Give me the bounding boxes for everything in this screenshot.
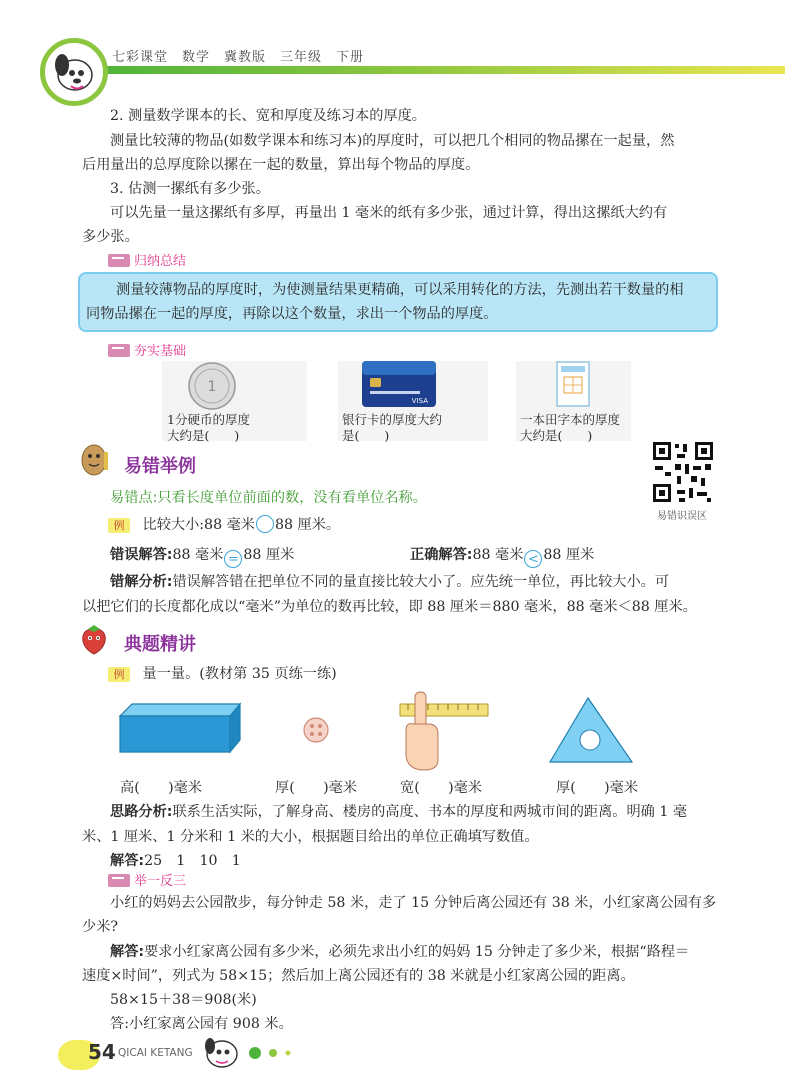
card-caption-line-1: 银行卡的厚度大约 — [342, 412, 443, 427]
extension-heading-text: 举一反三 — [134, 874, 187, 889]
wrong-answer-prefix: 88 毫米 — [172, 547, 224, 563]
idea-analysis-line-1 — [110, 800, 687, 825]
typical-example-text: 量一量。(教材第 35 页练一练) — [142, 666, 337, 682]
extension-question-line-2: 少米? — [82, 919, 118, 935]
summary-heading — [108, 250, 186, 269]
extension-answer-label: 解答: — [110, 944, 145, 960]
qr-code-icon[interactable] — [651, 440, 715, 504]
error-point-label: 易错点: — [110, 490, 158, 506]
wrong-answer-suffix: 88 厘米 — [243, 547, 295, 563]
right-answer-prefix: 88 毫米 — [472, 547, 524, 563]
set-square-label: 厚( )毫米 — [556, 780, 639, 796]
example-badge: 例 — [108, 667, 130, 682]
basics-heading — [108, 340, 186, 359]
compare-blank-circle — [256, 515, 274, 533]
idea-analysis-text-1: 联系生活实际，了解身高、楼房的高度、书本的厚度和两城市间的距离。明确 1 毫 — [172, 804, 688, 820]
example-badge: 例 — [108, 518, 130, 533]
extension-answer-line-1 — [110, 940, 689, 965]
dog-mascot-icon — [45, 43, 103, 101]
qr-caption: 易错识误区 — [657, 511, 707, 522]
error-analysis-line-1 — [110, 570, 669, 595]
summary-line-2: 同物品摞在一起的厚度，再除以这个数量，求出一个物品的厚度。 — [86, 306, 498, 322]
error-example-prefix: 比较大小:88 毫米 — [142, 517, 255, 533]
extension-answer-text-1: 要求小红家离公园有多少米，必须先求出小红的妈妈 15 分钟走了多少米，根据“路程＝ — [144, 944, 690, 960]
tag-icon — [108, 344, 130, 357]
error-analysis-label: 错解分析: — [110, 574, 173, 590]
notebook-icon — [556, 361, 590, 407]
right-answer-label: 正确解答: — [410, 547, 473, 563]
notebook-caption-line-2: 大约是( ) — [520, 428, 593, 443]
error-point-text: 只看长度单位前面的数，没有看单位名称。 — [157, 490, 427, 506]
paragraph-1-line-1: 测量比较薄的物品(如数学课本和练习本)的厚度时，可以把几个相同的物品摞在一起量，然 — [110, 133, 675, 149]
eraser-label: 高( )毫米 — [120, 780, 203, 796]
bank-card-panel — [338, 361, 488, 441]
wrong-answer — [110, 543, 294, 568]
finger-ruler-icon — [398, 690, 490, 772]
summary-heading-text: 归纳总结 — [134, 254, 187, 269]
footer-mascot-icon — [198, 1032, 246, 1072]
button-icon — [302, 716, 330, 744]
item-3: 3. 估测一摞纸有多少张。 — [110, 181, 270, 197]
mascot-badge — [40, 38, 108, 106]
page-number: 54 — [88, 1040, 116, 1064]
right-compare-symbol: < — [524, 550, 542, 568]
extension-formula: 58×15＋38＝908(米) — [110, 992, 257, 1008]
error-point — [110, 486, 427, 511]
notebook-panel — [516, 361, 631, 441]
extension-question-line-1: 小红的妈妈去公园散步，每分钟走 58 米，走了 15 分钟后离公园还有 38 米，小红家离公园有多 — [110, 895, 717, 911]
tag-icon — [108, 874, 130, 887]
typical-example — [108, 662, 337, 687]
error-example — [108, 513, 340, 538]
coin-caption-line-2: 大约是( ) — [167, 428, 240, 443]
error-analysis-line-2: 以把它们的长度都化成以“毫米”为单位的数再比较，即 88 厘米＝880 毫米，88 毫米＜88 厘米。 — [82, 599, 697, 615]
coin-panel — [162, 361, 307, 441]
footer-dots-icon — [248, 1046, 298, 1060]
coin-icon — [187, 361, 237, 411]
svg-text:1: 1 — [207, 379, 217, 395]
tag-icon — [108, 254, 130, 267]
finger-label: 宽( )毫米 — [400, 780, 483, 796]
header-bar — [95, 66, 785, 74]
paragraph-2-line-1: 可以先量一量这摞纸有多厚，再量出 1 毫米的纸有多少张，通过计算，得出这摞纸大约有 — [110, 205, 668, 221]
wrong-compare-symbol: = — [224, 550, 242, 568]
bank-card-icon — [362, 361, 436, 407]
potato-mascot-icon — [76, 442, 112, 478]
notebook-caption-line-1: 一本田字本的厚度 — [520, 412, 621, 427]
extension-answer-line-2: 速度×时间”，列式为 58×15；然后加上离公园还有的 38 米就是小红家离公园的距离。 — [82, 968, 635, 984]
eraser-block-icon — [118, 702, 242, 754]
summary-box — [78, 272, 718, 332]
typical-answer-text: 25 1 10 1 — [144, 853, 241, 869]
card-caption-line-2: 是( ) — [342, 428, 390, 443]
error-example-suffix: 88 厘米。 — [274, 517, 341, 533]
extension-final-answer: 答:小红家离公园有 908 米。 — [110, 1016, 293, 1032]
summary-line-1: 测量较薄物品的厚度时，为使测量结果更精确，可以采用转化的方法，先测出若干数量的相 — [116, 282, 684, 298]
paragraph-1-line-2: 后用量出的总厚度除以摞在一起的数量，算出每个物品的厚度。 — [82, 157, 480, 173]
strawberry-mascot-icon — [76, 622, 112, 658]
footer-brand: QICAI KETANG — [118, 1047, 193, 1059]
item-2: 2. 测量数学课本的长、宽和厚度及练习本的厚度。 — [110, 108, 426, 124]
typical-answer-label: 解答: — [110, 853, 145, 869]
card-brand: VISA — [411, 397, 428, 405]
right-answer — [410, 543, 594, 568]
idea-analysis-line-2: 米、1 厘米、1 分米和 1 米的大小，根据题目给出的单位正确填写数值。 — [82, 829, 539, 845]
idea-analysis-label: 思路分析: — [110, 804, 173, 820]
extension-heading — [108, 870, 186, 889]
right-answer-suffix: 88 厘米 — [543, 547, 595, 563]
error-analysis-text-1: 错误解答错在把单位不同的量直接比较大小了。应先统一单位，再比较大小。可 — [172, 574, 670, 590]
coin-caption-line-1: 1分硬币的厚度 — [167, 412, 250, 427]
set-square-icon — [548, 696, 634, 764]
basics-heading-text: 夯实基础 — [134, 344, 187, 359]
button-label: 厚( )毫米 — [275, 780, 358, 796]
typical-heading: 典题精讲 — [124, 634, 196, 655]
paragraph-2-line-2: 多少张。 — [82, 229, 139, 245]
header-title: 七彩课堂 数学 冀教版 三年级 下册 — [112, 50, 365, 65]
errors-heading: 易错举例 — [124, 456, 196, 477]
wrong-answer-label: 错误解答: — [110, 547, 173, 563]
